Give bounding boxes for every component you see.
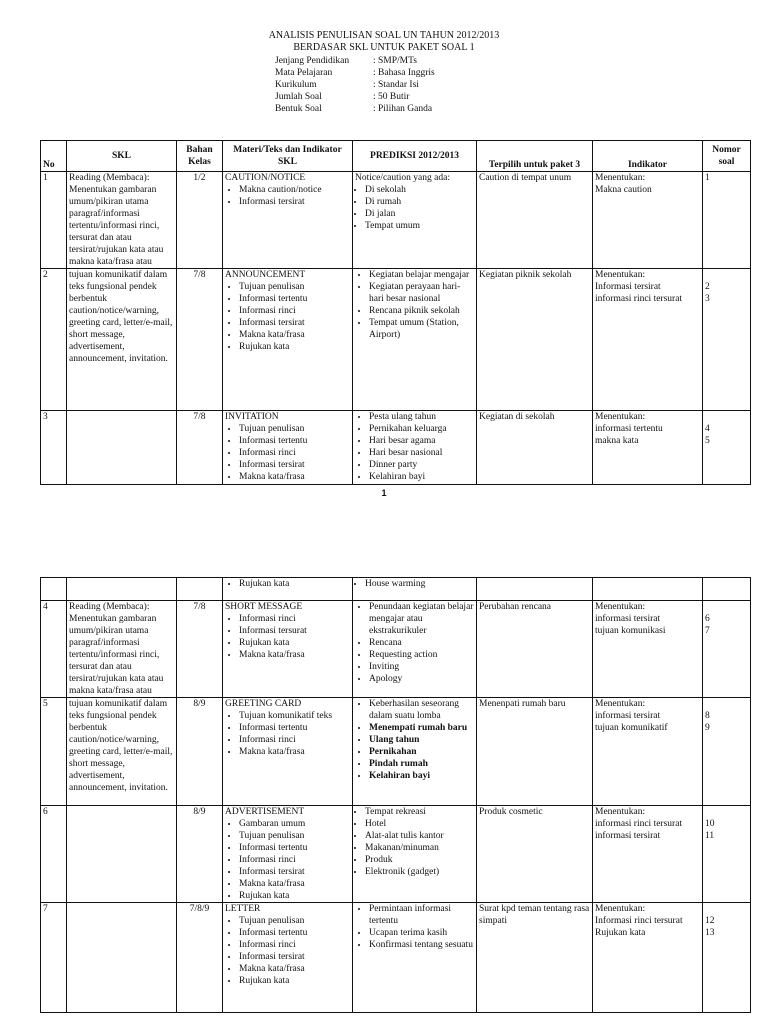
skl-cell	[67, 903, 177, 1013]
list-item: • Informasi rinci	[239, 447, 350, 459]
meta-label: Bentuk Soal	[275, 104, 322, 114]
page-number: 1	[381, 488, 387, 498]
materi-list	[225, 613, 350, 661]
col-indikator: Indikator	[593, 141, 703, 172]
materi-list	[225, 423, 350, 483]
nomor-line: 2	[705, 282, 710, 292]
indikator-line: Makna caution	[595, 185, 652, 195]
col-prediksi: PREDIKSI 2012/2013	[353, 141, 477, 172]
row-bahan: 7/8	[177, 601, 223, 698]
indikator-line: tujuan komunikatif	[595, 723, 668, 733]
materi-cell	[223, 172, 353, 269]
indikator-line: makna kata	[595, 436, 639, 446]
table-row	[41, 411, 751, 485]
list-item: • Informasi tersirat	[239, 951, 350, 963]
list-item: • Kelahiran bayi	[369, 770, 474, 782]
list-item: • Tempat umum	[365, 220, 474, 232]
indikator-line: Menentukan:	[595, 412, 646, 422]
list-item: • Informasi tertentu	[239, 293, 350, 305]
list-item: • Makna kata/frasa	[239, 963, 350, 975]
prediksi-list	[355, 601, 474, 685]
list-item: • Informasi tertentu	[239, 722, 350, 734]
list-item: • Menempati rumah baru	[369, 722, 474, 734]
list-item: • Tujuan penulisan	[239, 281, 350, 293]
materi-list	[225, 818, 350, 902]
list-item: • Kegiatan belajar mengajar	[369, 269, 474, 281]
nomor-line	[705, 411, 748, 423]
document-title-line2: BERDASAR SKL UNTUK PAKET SOAL 1	[293, 42, 475, 53]
list-item: • Informasi tertentu	[239, 435, 350, 447]
list-item: • Apology	[369, 673, 474, 685]
meta-value: : SMP/MTs	[373, 56, 417, 66]
table-row	[41, 269, 751, 411]
table-row	[41, 601, 751, 698]
nomor-line: 7	[705, 626, 710, 636]
prediksi-cell	[353, 806, 477, 903]
analysis-table-page1	[40, 140, 751, 485]
indikator-line: Informasi rinci tersurat	[595, 916, 683, 926]
meta-row	[275, 79, 435, 91]
meta-value: : Pilihan Ganda	[373, 104, 433, 114]
skl-cell	[67, 806, 177, 903]
row-bahan: 7/8	[177, 411, 223, 485]
prediksi-cell	[353, 269, 477, 411]
materi-title: LETTER	[225, 904, 261, 914]
list-item: • Rujukan kata	[239, 341, 350, 353]
indikator-cell	[593, 269, 703, 411]
table-row	[41, 172, 751, 269]
row-bahan: 8/9	[177, 698, 223, 806]
prediksi-cell	[353, 698, 477, 806]
list-item: • Rencana piknik sekolah	[369, 305, 474, 317]
list-item: • House warming	[365, 578, 474, 590]
prediksi-cell	[353, 172, 477, 269]
list-item: • Tujuan komunikatif teks	[239, 710, 350, 722]
nomor-line: 13	[705, 928, 715, 938]
empty-cell	[177, 578, 223, 601]
materi-list	[225, 184, 350, 208]
row-no: 2	[41, 269, 67, 411]
list-item: • Informasi tersirat	[239, 196, 350, 208]
nomor-line: 11	[705, 831, 715, 841]
materi-cell	[223, 806, 353, 903]
prediksi-cell	[353, 578, 477, 601]
skl-cell: tujuan komunikatif dalam teks fungsional pendek berbentuk caution/notice/warning, greeting card, letter/e-mail, short message, advertisement, announcement, invitation.	[67, 269, 177, 411]
table-header-row	[41, 141, 751, 172]
skl-cell	[67, 411, 177, 485]
prediksi-cell	[353, 411, 477, 485]
indikator-line: informasi tersirat	[595, 614, 661, 624]
terpilih-cell: Perubahan rencana	[477, 601, 593, 698]
analysis-table-page2	[40, 577, 751, 1013]
list-item: • Pindah rumah	[369, 758, 474, 770]
table-row	[41, 903, 751, 1013]
nomor-cell	[703, 601, 751, 698]
nomor-cell	[703, 698, 751, 806]
list-item: • Di jalan	[365, 208, 474, 220]
document-header	[0, 30, 768, 114]
list-item: • Kelahiran bayi	[369, 471, 474, 483]
indikator-line: Menentukan:	[595, 699, 646, 709]
meta-label: Kurikulum	[275, 80, 317, 90]
terpilih-cell: Kegiatan di sekolah	[477, 411, 593, 485]
list-item: • Informasi tersirat	[239, 866, 350, 878]
materi-list	[225, 281, 350, 353]
materi-cell	[223, 601, 353, 698]
list-item: • Rujukan kata	[239, 578, 350, 590]
nomor-cell	[703, 806, 751, 903]
list-item: • Tujuan penulisan	[239, 830, 350, 842]
nomor-line	[705, 903, 748, 915]
list-item: • Tujuan penulisan	[239, 915, 350, 927]
list-item: • Pernikahan keluarga	[369, 423, 474, 435]
list-item: • Inviting	[369, 661, 474, 673]
indikator-line: tujuan komunikasi	[595, 626, 666, 636]
materi-title: CAUTION/NOTICE	[225, 173, 306, 183]
list-item: • Rencana	[369, 637, 474, 649]
indikator-line: informasi rinci tersurat	[595, 294, 683, 304]
list-item: • Makna caution/notice	[239, 184, 350, 196]
list-item: • Konfirmasi tentang sesuatu	[369, 939, 474, 951]
materi-cell	[223, 698, 353, 806]
row-bahan: 7/8/9	[177, 903, 223, 1013]
list-item: • Penundaan kegiatan belajar mengajar atau ekstrakurikuler	[369, 601, 474, 637]
indikator-line: Menentukan:	[595, 602, 646, 612]
list-item: • Di sekolah	[365, 184, 474, 196]
list-item: • Informasi rinci	[239, 939, 350, 951]
list-item: • Makna kata/frasa	[239, 746, 350, 758]
row-bahan: 1/2	[177, 172, 223, 269]
list-item: • Informasi rinci	[239, 734, 350, 746]
materi-list	[225, 710, 350, 758]
col-materi: Materi/Teks dan Indikator SKL	[223, 141, 353, 172]
row-no: 6	[41, 806, 67, 903]
indikator-cell	[593, 903, 703, 1013]
list-item: • Makna kata/frasa	[239, 878, 350, 890]
materi-cell	[223, 411, 353, 485]
nomor-line	[705, 698, 748, 710]
indikator-cell	[593, 698, 703, 806]
list-item: • Permintaan informasi tertentu	[369, 903, 474, 927]
indikator-line: Menentukan:	[595, 173, 646, 183]
list-item: • Hari besar nasional	[369, 447, 474, 459]
nomor-line: 5	[705, 436, 710, 446]
list-item: • Pernikahan	[369, 746, 474, 758]
meta-label: Jenjang Pendidikan	[275, 56, 350, 66]
meta-value: : Standar Isi	[373, 80, 419, 90]
prediksi-cell	[353, 601, 477, 698]
materi-title: ADVERTISEMENT	[225, 807, 305, 817]
nomor-line: 12	[705, 916, 715, 926]
list-item: • Tempat rekreasi	[365, 806, 474, 818]
table-row	[41, 698, 751, 806]
prediksi-list	[355, 269, 474, 341]
list-item: • Keberhasilan seseorang dalam suatu lomba	[369, 698, 474, 722]
indikator-line: Menentukan:	[595, 904, 646, 914]
skl-cell: Reading (Membaca): Menentukan gambaran umum/pikiran utama paragraf/informasi tertentu/informasi rinci, tersurat dan atau tersirat/rujukan kata atau makna kata/frasa atau	[67, 172, 177, 269]
table-row	[41, 806, 751, 903]
empty-cell	[593, 578, 703, 601]
list-item: • Informasi tersirat	[239, 459, 350, 471]
nomor-cell	[703, 411, 751, 485]
materi-cell	[223, 269, 353, 411]
row-no: 3	[41, 411, 67, 485]
list-item: • Informasi rinci	[239, 854, 350, 866]
meta-value: : 50 Butir	[373, 92, 410, 102]
list-item: • Rujukan kata	[239, 890, 350, 902]
list-item: • Di rumah	[365, 196, 474, 208]
list-item: • Dinner party	[369, 459, 474, 471]
list-item: • Alat-alat tulis kantor	[365, 830, 474, 842]
meta-row	[275, 103, 435, 115]
list-item: • Tempat umum (Station, Airport)	[369, 317, 474, 341]
prediksi-list	[355, 903, 474, 951]
list-item: • Makna kata/frasa	[239, 329, 350, 341]
list-item: • Pesta ulang tahun	[369, 411, 474, 423]
row-bahan: 8/9	[177, 806, 223, 903]
nomor-line: 3	[705, 294, 710, 304]
list-item: • Informasi rinci	[239, 613, 350, 625]
list-item: • Kegiatan perayaan hari-hari besar nasional	[369, 281, 474, 305]
skl-cell: Reading (Membaca): Menentukan gambaran umum/pikiran utama paragraf/informasi tertentu/informasi rinci, tersurat dan atau tersirat/rujukan kata atau makna kata/frasa atau	[67, 601, 177, 698]
col-no: No	[41, 141, 67, 172]
list-item: • Requesting action	[369, 649, 474, 661]
indikator-line: informasi tersirat	[595, 831, 661, 841]
list-item: • Elektronik (gadget)	[365, 866, 474, 878]
nomor-line: 9	[705, 723, 710, 733]
nomor-line	[705, 601, 748, 613]
nomor-line	[705, 269, 748, 281]
prediksi-intro: Notice/caution yang ada:	[355, 173, 450, 183]
meta-label: Mata Pelajaran	[275, 68, 333, 78]
materi-list	[225, 578, 350, 590]
list-item: • Makna kata/frasa	[239, 471, 350, 483]
indikator-line: Informasi tersirat	[595, 282, 661, 292]
indikator-line: informasi tersirat	[595, 711, 661, 721]
materi-cell	[223, 903, 353, 1013]
indikator-cell	[593, 601, 703, 698]
prediksi-list	[355, 698, 474, 782]
indikator-line: informasi tertentu	[595, 424, 663, 434]
nomor-cell	[703, 903, 751, 1013]
list-item: • Makna kata/frasa	[239, 649, 350, 661]
list-item: • Informasi rinci	[239, 305, 350, 317]
col-terpilih: Terpilih untuk paket 3	[477, 141, 593, 172]
list-item: • Rujukan kata	[239, 637, 350, 649]
indikator-cell	[593, 806, 703, 903]
row-bahan: 7/8	[177, 269, 223, 411]
list-item: • Hotel	[365, 818, 474, 830]
row-no: 5	[41, 698, 67, 806]
empty-cell	[477, 578, 593, 601]
materi-cell	[223, 578, 353, 601]
list-item: • Informasi tersurat	[239, 625, 350, 637]
prediksi-list	[355, 411, 474, 483]
col-nomor: Nomor soal	[703, 141, 751, 172]
nomor-line: 6	[705, 614, 710, 624]
nomor-line: 10	[705, 819, 715, 829]
table-row-continued	[41, 578, 751, 601]
list-item: • Informasi tertentu	[239, 842, 350, 854]
prediksi-list	[355, 578, 474, 590]
nomor-cell: 1	[703, 172, 751, 269]
document-meta	[275, 55, 435, 115]
meta-value: : Bahasa Inggris	[373, 68, 435, 78]
prediksi-list	[355, 184, 474, 232]
empty-cell	[703, 578, 751, 601]
indikator-cell	[593, 172, 703, 269]
terpilih-cell: Produk cosmetic	[477, 806, 593, 903]
row-no: 7	[41, 903, 67, 1013]
list-item: • Gambaran umum	[239, 818, 350, 830]
empty-cell	[41, 578, 67, 601]
indikator-line: Rujukan kata	[595, 928, 646, 938]
meta-label: Jumlah Soal	[275, 92, 322, 102]
materi-title: GREETING CARD	[225, 699, 302, 709]
materi-title: INVITATION	[225, 412, 279, 422]
terpilih-cell: Menenpati rumah baru	[477, 698, 593, 806]
terpilih-cell: Surat kpd teman tentang rasa simpati	[477, 903, 593, 1013]
indikator-line: informasi rinci tersurat	[595, 819, 683, 829]
skl-cell: tujuan komunikatif dalam teks fungsional pendek berbentuk caution/notice/warning, greeting card, letter/e-mail, short message, advertisement, announcement, invitation.	[67, 698, 177, 806]
list-item: • Makanan/minuman	[365, 842, 474, 854]
list-item: • Hari besar agama	[369, 435, 474, 447]
row-no: 4	[41, 601, 67, 698]
col-skl: SKL	[67, 141, 177, 172]
list-item: • Rujukan kata	[239, 975, 350, 987]
nomor-line: 4	[705, 424, 710, 434]
nomor-line: 8	[705, 711, 710, 721]
indikator-line: Menentukan:	[595, 270, 646, 280]
list-item: • Tujuan penulisan	[239, 423, 350, 435]
nomor-cell	[703, 269, 751, 411]
list-item: • Informasi tersirat	[239, 317, 350, 329]
col-bahan: Bahan Kelas	[177, 141, 223, 172]
empty-cell	[67, 578, 177, 601]
nomor-line	[705, 806, 748, 818]
list-item: • Informasi tertentu	[239, 927, 350, 939]
indikator-line: Menentukan:	[595, 807, 646, 817]
materi-title: ANNOUNCEMENT	[225, 270, 306, 280]
row-no: 1	[41, 172, 67, 269]
list-item: • Ucapan terima kasih	[369, 927, 474, 939]
document-title-line1: ANALISIS PENULISAN SOAL UN TAHUN 2012/2013	[268, 30, 500, 41]
indikator-cell	[593, 411, 703, 485]
terpilih-cell: Caution di tempat unum	[477, 172, 593, 269]
meta-row	[275, 91, 435, 103]
meta-row	[275, 67, 435, 79]
meta-row	[275, 55, 435, 67]
prediksi-list	[355, 806, 474, 878]
list-item: • Produk	[365, 854, 474, 866]
list-item: • Ulang tahun	[369, 734, 474, 746]
materi-list	[225, 915, 350, 987]
terpilih-cell: Kegiatan piknik sekolah	[477, 269, 593, 411]
materi-title: SHORT MESSAGE	[225, 602, 303, 612]
prediksi-cell	[353, 903, 477, 1013]
